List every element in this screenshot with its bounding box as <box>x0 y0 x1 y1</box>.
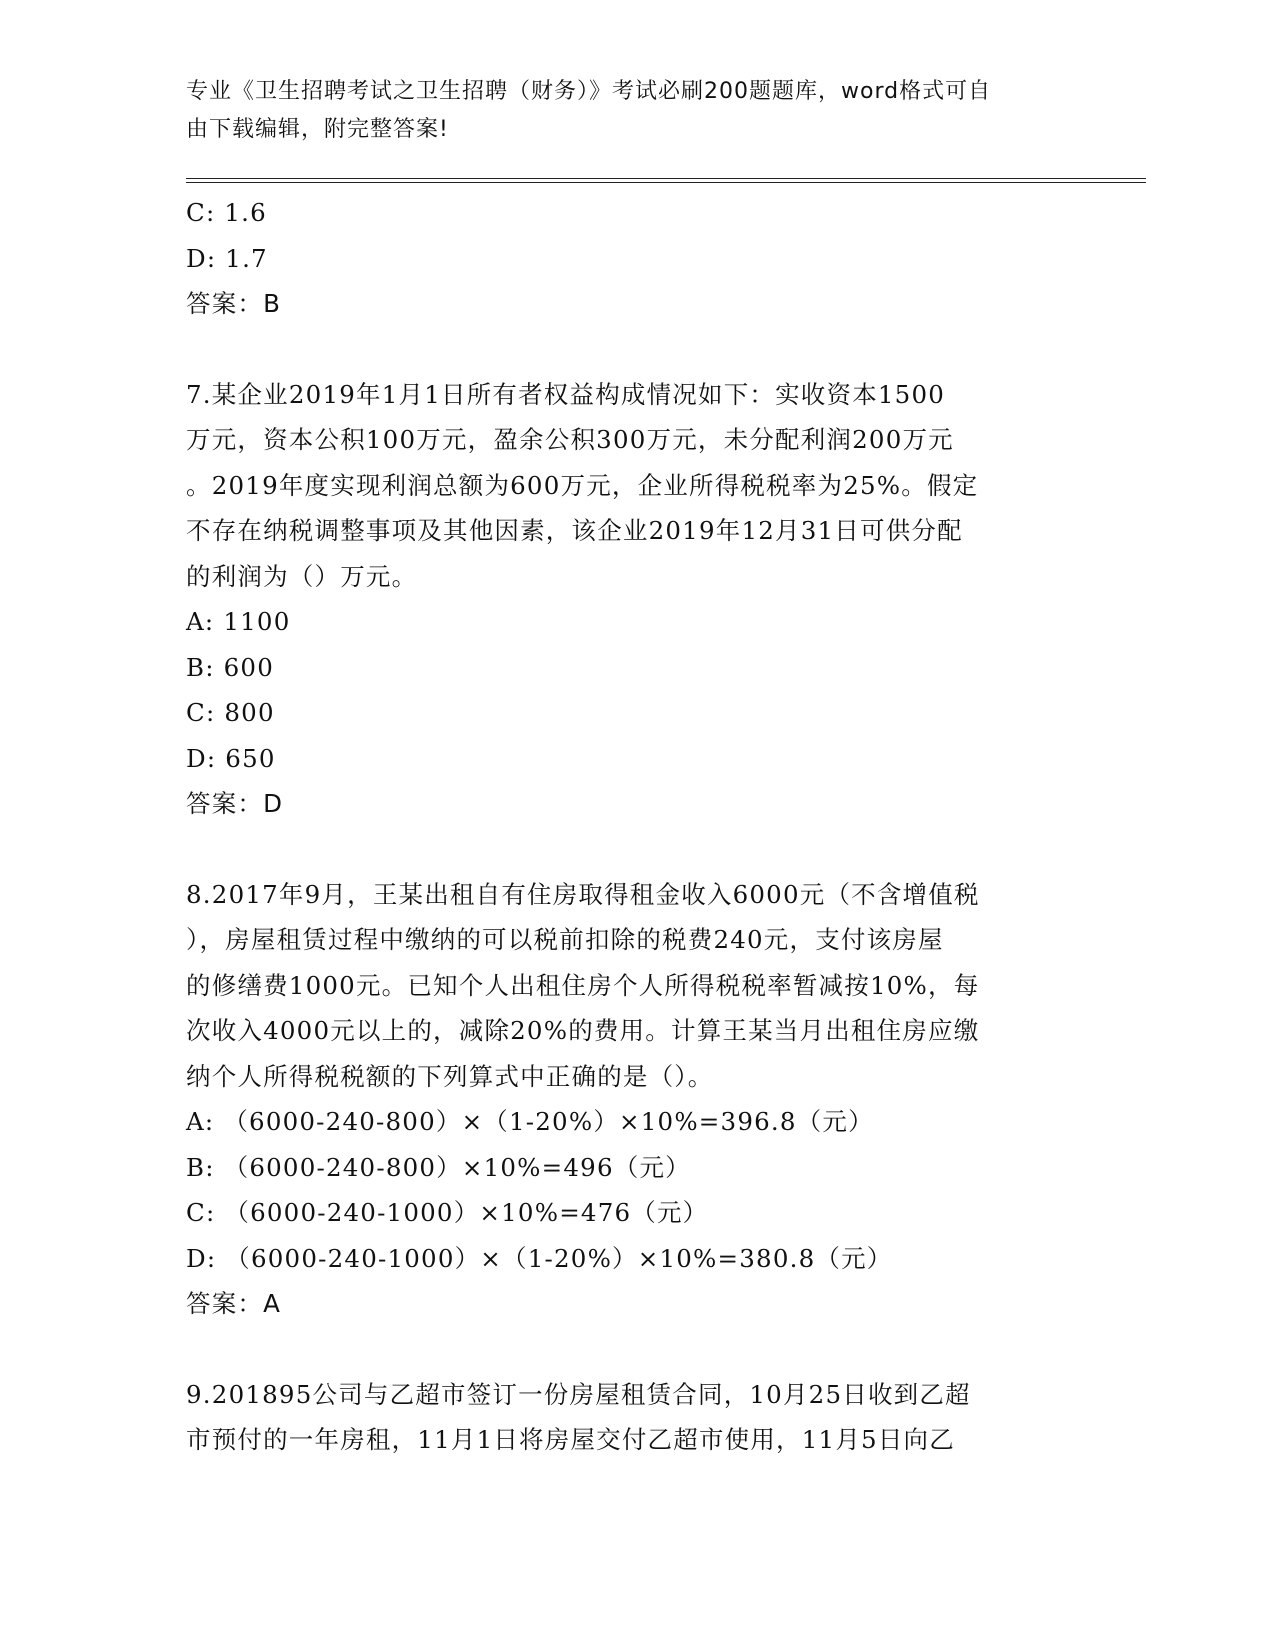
option-d: D: 650 <box>186 743 276 773</box>
option-d: D: （6000-240-1000）×（1-20%）×10%=380.8（元） <box>186 1243 893 1273</box>
option-a: A: 1100 <box>186 607 291 636</box>
header-divider <box>186 178 1146 183</box>
document-body <box>186 190 1086 1463</box>
answer: 答案：D <box>186 789 284 818</box>
option-c: C: 1.6 <box>186 198 267 227</box>
question-8 <box>186 872 1086 1327</box>
header-line-2: 由下载编辑，附完整答案! <box>186 117 449 142</box>
question-stem-line: 7.某企业2019年1月1日所有者权益构成情况如下：实收资本1500 <box>186 379 946 409</box>
spacer <box>186 827 1086 872</box>
question-stem-line: ），房屋租赁过程中缴纳的可以税前扣除的税费240元，支付该房屋 <box>186 925 944 954</box>
option-b: B: 600 <box>186 652 275 682</box>
question-stem-line: 8.2017年9月，王某出租自有住房取得租金收入6000元（不含增值税 <box>186 879 980 909</box>
option-c: C: 800 <box>186 698 275 727</box>
document-header <box>186 73 1066 149</box>
question-stem-line: 市预付的一年房租，11月1日将房屋交付乙超市使用，11月5日向乙 <box>186 1425 955 1454</box>
question-stem-line: 万元，资本公积100万元，盈余公积300万元，未分配利润200万元 <box>186 425 954 454</box>
answer: 答案：A <box>186 1289 282 1318</box>
option-c: C: （6000-240-1000）×10%=476（元） <box>186 1198 709 1227</box>
option-a: A: （6000-240-800）×（1-20%）×10%=396.8（元） <box>186 1107 874 1136</box>
question-stem-line: 的利润为（）万元。 <box>186 561 418 591</box>
question-stem-line: 的修缮费1000元。已知个人出租住房个人所得税税率暂减按10%，每 <box>186 970 980 1000</box>
option-d: D: 1.7 <box>186 243 268 273</box>
header-line-1: 专业《卫生招聘考试之卫生招聘（财务）》考试必刷200题题库，word格式可自 <box>186 79 992 104</box>
question-stem-line: 。2019年度实现利润总额为600万元，企业所得税税率为25%。假定 <box>186 470 979 500</box>
spacer <box>186 1327 1086 1372</box>
answer: 答案：B <box>186 289 282 318</box>
question-stem-line: 次收入4000元以上的，减除20%的费用。计算王某当月出租住房应缴 <box>186 1016 980 1045</box>
option-b: B: （6000-240-800）×10%=496（元） <box>186 1152 691 1182</box>
question-7 <box>186 372 1086 827</box>
spacer <box>186 327 1086 372</box>
question-6-tail <box>186 190 1086 327</box>
question-stem-line: 不存在纳税调整事项及其他因素，该企业2019年12月31日可供分配 <box>186 516 963 545</box>
question-stem-line: 纳个人所得税税额的下列算式中正确的是（）。 <box>186 1061 714 1091</box>
question-stem-line: 9.201895公司与乙超市签订一份房屋租赁合同，10月25日收到乙超 <box>186 1379 971 1409</box>
question-9 <box>186 1372 1086 1463</box>
